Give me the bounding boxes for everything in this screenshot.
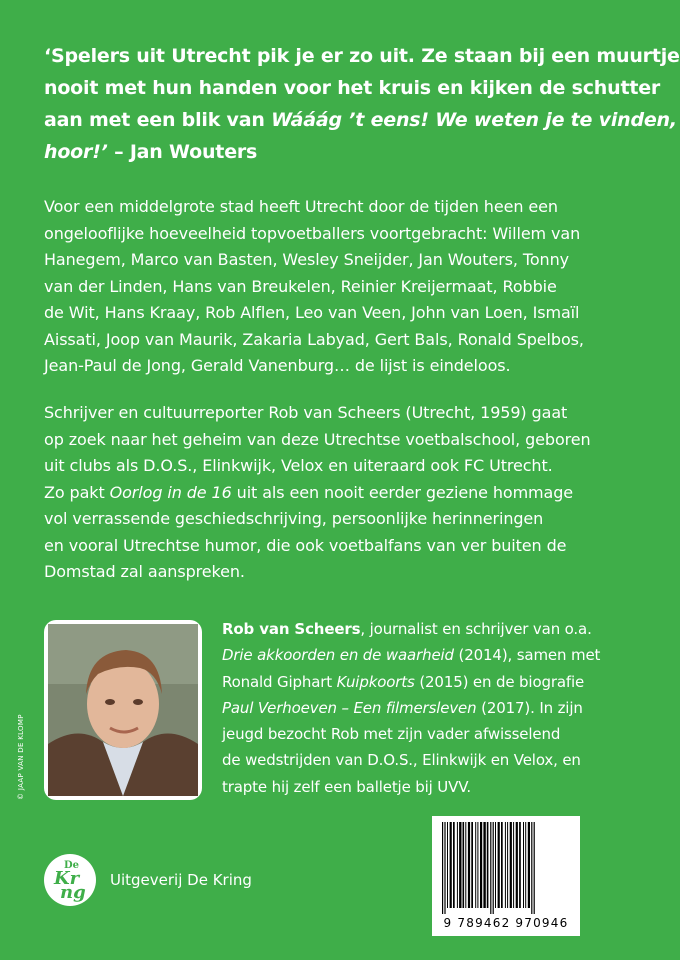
barcode-bar bbox=[516, 822, 518, 908]
barcode-bar bbox=[447, 822, 448, 908]
barcode-bar bbox=[525, 822, 526, 908]
back-cover-quote bbox=[44, 40, 680, 168]
bio-line bbox=[222, 616, 602, 642]
barcode-bar bbox=[444, 822, 445, 914]
author-photo-image bbox=[48, 624, 198, 796]
para1-line: de Wit, Hans Kraay, Rob Alflen, Leo van Veen, John van Loen, Ismaïl bbox=[44, 303, 580, 322]
para1-line: Aissati, Joop van Maurik, Zakaria Labyad, Gert Bals, Ronald Spelbos, bbox=[44, 329, 584, 349]
para2-line: op zoek naar het geheim van deze Utrechtse voetbalschool, geboren bbox=[44, 429, 591, 449]
bio-line1-rest: , journalist en schrijver van o.a. bbox=[360, 620, 592, 638]
photo-credit: © JAAP VAN DE KLOMP bbox=[17, 714, 25, 800]
isbn-barcode bbox=[432, 816, 580, 936]
bio-line bbox=[222, 669, 602, 695]
barcode-bar bbox=[477, 822, 478, 908]
barcode-bar bbox=[528, 822, 530, 908]
para2-line4-b: uit als een nooit eerder geziene hommage bbox=[231, 482, 574, 502]
quote-line-2: nooit met hun handen voor het kruis en kijken de schutter bbox=[44, 77, 661, 99]
barcode-bars bbox=[440, 822, 572, 914]
barcode-bar bbox=[457, 822, 458, 908]
barcode-bar bbox=[498, 822, 500, 908]
barcode-bar bbox=[453, 822, 455, 908]
author-name: Rob van Scheers bbox=[222, 620, 361, 638]
bio-line3-a: Ronald Giphart bbox=[222, 672, 337, 691]
bio-book-1: Drie akkoorden en de waarheid bbox=[222, 646, 454, 665]
barcode-bar bbox=[465, 822, 466, 908]
logo-text-de: De bbox=[64, 860, 80, 871]
para2-line4-a: Zo pakt bbox=[44, 482, 110, 502]
barcode-bar bbox=[531, 822, 532, 914]
barcode-bar bbox=[475, 822, 476, 908]
quote-line-3 bbox=[44, 104, 677, 136]
logo-text-ng: ng bbox=[60, 882, 86, 903]
para1-line: ongelooflijke hoeveelheid topvoetballers voortgebracht: Willem van bbox=[44, 223, 581, 243]
barcode-bar bbox=[513, 822, 514, 908]
para2-line: uit clubs als D.O.S., Elinkwijk, Velox en uiteraard ook FC Utrecht. bbox=[44, 456, 553, 475]
barcode-bar bbox=[523, 822, 524, 908]
bio-book-3: Paul Verhoeven – Een filmersleven bbox=[222, 698, 477, 717]
quote-attribution: – Jan Wouters bbox=[107, 141, 258, 163]
bio-line4-rest: (2017). In zijn bbox=[476, 698, 583, 717]
quote-line-3-italic: Wááág ’t eens! We weten je te vinden, bbox=[271, 109, 677, 131]
barcode-bar bbox=[507, 822, 508, 908]
bio-line: trapte hij zelf een balletje bij UVV. bbox=[222, 777, 472, 796]
publisher-logo bbox=[44, 854, 96, 906]
quote-line-4 bbox=[44, 136, 604, 168]
isbn-number: 9 789462 970946 bbox=[443, 916, 569, 930]
quote-line-3-text: aan met een blik van bbox=[44, 109, 272, 131]
barcode-bar bbox=[505, 822, 506, 908]
barcode-bar bbox=[493, 822, 494, 914]
barcode-bar bbox=[510, 822, 512, 908]
barcode-bar bbox=[487, 822, 489, 908]
para1-line: van der Linden, Hans van Breukelen, Reinier Kreijermaat, Robbie bbox=[44, 276, 557, 296]
barcode-bar bbox=[495, 822, 496, 908]
barcode-bar bbox=[468, 822, 470, 908]
bio-line bbox=[222, 695, 602, 721]
para2-line: Domstad zal aanspreken. bbox=[44, 562, 245, 581]
publisher-block bbox=[44, 850, 252, 910]
barcode-bar bbox=[534, 822, 535, 914]
para1-line: Jean-Paul de Jong, Gerald Vanenburg… de lijst is eindeloos. bbox=[44, 356, 511, 375]
para2-line: Schrijver en cultuurreporter Rob van Scheers (Utrecht, 1959) gaat bbox=[44, 403, 568, 422]
quote-line-1: ‘Spelers uit Utrecht pik je er zo uit. Ze staan bij een muurtje bbox=[44, 45, 680, 67]
barcode-bar bbox=[459, 822, 461, 908]
para1-line: Hanegem, Marco van Basten, Wesley Sneijder, Jan Wouters, Tonny bbox=[44, 250, 569, 269]
quote-line-4-italic: hoor!’ bbox=[44, 141, 108, 163]
barcode-bar bbox=[483, 822, 485, 908]
para1-line: Voor een middelgrote stad heeft Utrecht door de tijden heen een bbox=[44, 197, 558, 216]
author-bio bbox=[222, 616, 602, 800]
publisher-name: Uitgeverij De Kring bbox=[110, 871, 252, 889]
barcode-bar bbox=[519, 822, 521, 908]
book-title: Oorlog in de 16 bbox=[109, 482, 232, 502]
summary-paragraph-2 bbox=[44, 400, 604, 586]
bio-line3-b: (2015) en de biografie bbox=[414, 672, 585, 691]
bio-line bbox=[222, 642, 602, 668]
bio-line2-rest: (2014), samen met bbox=[453, 646, 601, 665]
barcode-bar bbox=[442, 822, 443, 914]
author-photo bbox=[44, 620, 202, 800]
bio-line: de wedstrijden van D.O.S., Elinkwijk en Velox, en bbox=[222, 751, 581, 770]
barcode-bar bbox=[463, 822, 465, 908]
barcode-bar bbox=[490, 822, 491, 914]
barcode-bar bbox=[471, 822, 473, 908]
bio-book-2: Kuipkoorts bbox=[336, 672, 415, 691]
logo-text-kr: Kr bbox=[54, 868, 80, 889]
para2-line bbox=[44, 480, 604, 507]
summary-paragraph-1 bbox=[44, 194, 604, 380]
barcode-bar bbox=[501, 822, 503, 908]
bio-line: jeugd bezocht Rob met zijn vader afwisselend bbox=[222, 725, 561, 744]
para2-line: vol verrassende geschiedschrijving, persoonlijke herinneringen bbox=[44, 509, 544, 528]
barcode-bar bbox=[480, 822, 482, 908]
para2-line: en vooral Utrechtse humor, die ook voetbalfans van ver buiten de bbox=[44, 535, 567, 555]
barcode-bar bbox=[450, 822, 452, 908]
